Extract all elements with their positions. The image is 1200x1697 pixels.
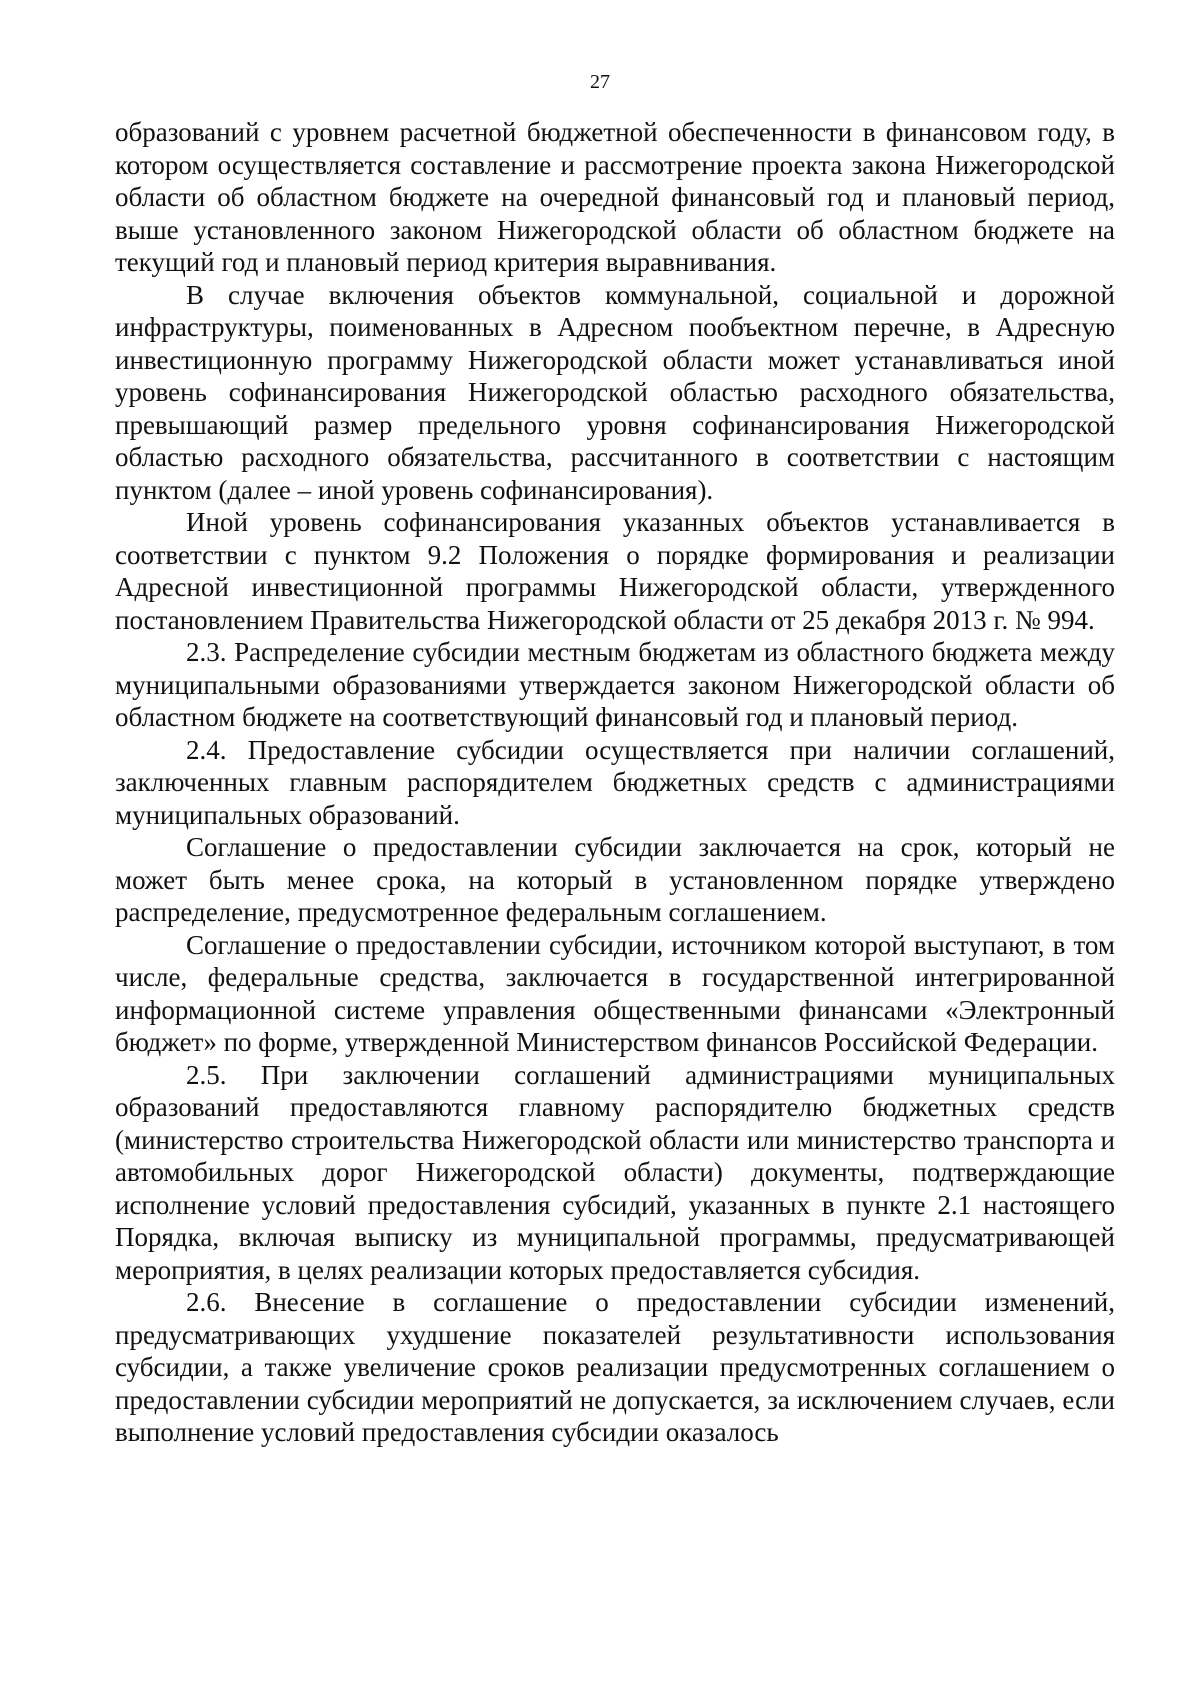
paragraph-continuation: образований с уровнем расчетной бюджетной обеспеченности в финансовом году, в котором осуществляется составление и рассмотрение проекта закона Нижегородской области об областном бюджете на очередной финансовый год и плановый период, выше установленного законом Нижегородской области об областном бюджете на текущий год и плановый период критерия выравнивания. [115,117,1115,277]
paragraph-inclusion-of-objects: В случае включения объектов коммунальной, социальной и дорожной инфраструктуры, поименованных в Адресном пообъектном перечне, в Адресную инвестиционную программу Нижегородской области может устанавливаться иной уровень софинансирования Нижегородской областью расходного обязательства, превышающий размер предельного уровня софинансирования Нижегородской областью расходного обязательства, рассчитанного в соответствии с настоящим пунктом (далее – иной уровень софинансирования). [115,279,1115,505]
document-body [115,116,1115,1449]
paragraph-clause-2-6: 2.6. Внесение в соглашение о предоставлении субсидии изменений, предусматривающих ухудшение показателей результативности использования субсидии, а также увеличение сроков реализации предусмотренных соглашением о предоставлении субсидии мероприятий не допускается, за исключением случаев, если выполнение условий предоставления субсидии оказалось [115,1287,1115,1447]
paragraph-clause-2-3: 2.3. Распределение субсидии местным бюджетам из областного бюджета между муниципальными образованиями утверждается законом Нижегородской области об областном бюджете на соответствующий финансовый год и плановый период. [115,637,1115,732]
paragraph-agreement-federal-funds: Соглашение о предоставлении субсидии, источником которой выступают, в том числе, федеральные средства, заключается в государственной интегрированной информационной системе управления общественными финансами «Электронный бюджет» по форме, утвержденной Министерством финансов Российской Федерации. [115,929,1115,1057]
paragraph-other-cofinancing-level: Иной уровень софинансирования указанных объектов устанавливается в соответствии с пунктом 9.2 Положения о порядке формирования и реализации Адресной инвестиционной программы Нижегородской области, утвержденного постановлением Правительства Нижегородской области от 25 декабря 2013 г. № 994. [115,507,1115,635]
page-number: 27 [590,71,610,93]
paragraph-clause-2-4: 2.4. Предоставление субсидии осуществляется при наличии соглашений, заключенных главным распорядителем бюджетных средств с администрациями муниципальных образований. [115,734,1115,830]
paragraph-clause-2-5: 2.5. При заключении соглашений администрациями муниципальных образований предоставляются главному распорядителю бюджетных средств (министерство строительства Нижегородской области или министерство транспорта и автомобильных дорог Нижегородской области) документы, подтверждающие исполнение условий предоставления субсидий, указанных в пункте 2.1 настоящего Порядка, включая выписку из муниципальной программы, предусматривающей мероприятия, в целях реализации которых предоставляется субсидия. [115,1059,1115,1285]
paragraph-agreement-term: Соглашение о предоставлении субсидии заключается на срок, который не может быть менее срока, на который в установленном порядке утверждено распределение, предусмотренное федеральным соглашением. [115,832,1115,927]
